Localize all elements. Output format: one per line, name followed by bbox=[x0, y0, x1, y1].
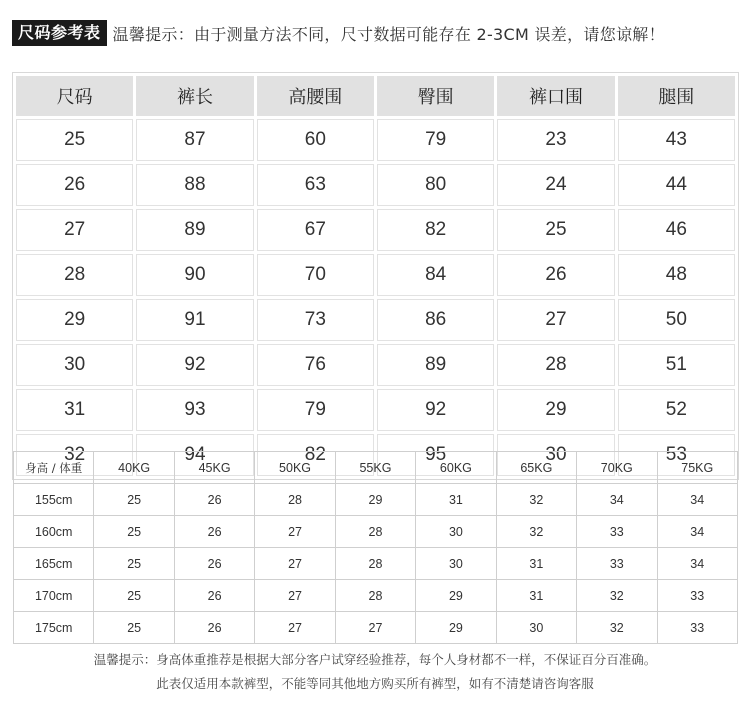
table-cell: 27 bbox=[255, 516, 335, 548]
table-cell: 25 bbox=[94, 612, 174, 644]
table-cell: 29 bbox=[416, 612, 496, 644]
table-cell: 25 bbox=[94, 548, 174, 580]
recommend-table bbox=[13, 451, 738, 644]
table-cell: 34 bbox=[657, 484, 738, 516]
weight-header: 50KG bbox=[255, 452, 335, 484]
size-chart-title: 尺码参考表 bbox=[12, 20, 107, 46]
table-cell: 52 bbox=[618, 389, 735, 431]
table-row bbox=[14, 516, 738, 548]
table-cell: 34 bbox=[657, 516, 738, 548]
weight-header: 40KG bbox=[94, 452, 174, 484]
table-cell: 32 bbox=[577, 612, 657, 644]
table-cell: 26 bbox=[174, 516, 254, 548]
table-cell: 88 bbox=[136, 164, 253, 206]
weight-header: 45KG bbox=[174, 452, 254, 484]
table-cell: 27 bbox=[255, 612, 335, 644]
footer-note-2: 此表仅适用本款裤型，不能等同其他地方购买所有裤型，如有不清楚请咨询客服 bbox=[156, 676, 594, 691]
table-cell: 25 bbox=[94, 516, 174, 548]
column-header: 腿围 bbox=[618, 76, 735, 116]
header bbox=[12, 20, 665, 46]
table-cell: 30 bbox=[16, 344, 133, 386]
table-cell: 91 bbox=[136, 299, 253, 341]
table-row bbox=[14, 484, 738, 516]
height-cell: 155cm bbox=[14, 484, 94, 516]
table-cell: 84 bbox=[377, 254, 494, 296]
table-cell: 51 bbox=[618, 344, 735, 386]
column-header: 高腰围 bbox=[257, 76, 374, 116]
table-cell: 92 bbox=[136, 344, 253, 386]
weight-header: 65KG bbox=[496, 452, 576, 484]
table-cell: 29 bbox=[416, 580, 496, 612]
table-cell: 30 bbox=[416, 516, 496, 548]
weight-header: 55KG bbox=[335, 452, 415, 484]
table-cell: 94 bbox=[136, 434, 253, 476]
table-cell: 90 bbox=[136, 254, 253, 296]
table-cell: 44 bbox=[618, 164, 735, 206]
table-cell: 46 bbox=[618, 209, 735, 251]
height-cell: 165cm bbox=[14, 548, 94, 580]
table-row bbox=[16, 344, 735, 386]
table-cell: 26 bbox=[174, 548, 254, 580]
measurement-note: 温馨提示：由于测量方法不同，尺寸数据可能存在 2-3CM 误差，请您谅解！ bbox=[112, 24, 665, 44]
table-cell: 93 bbox=[136, 389, 253, 431]
height-cell: 170cm bbox=[14, 580, 94, 612]
table-cell: 67 bbox=[257, 209, 374, 251]
table-cell: 50 bbox=[618, 299, 735, 341]
table-row bbox=[16, 389, 735, 431]
table-cell: 80 bbox=[377, 164, 494, 206]
table-cell: 28 bbox=[16, 254, 133, 296]
table-cell: 86 bbox=[377, 299, 494, 341]
column-header: 裤长 bbox=[136, 76, 253, 116]
column-header: 臀围 bbox=[377, 76, 494, 116]
table-cell: 92 bbox=[377, 389, 494, 431]
table-cell: 32 bbox=[577, 580, 657, 612]
table-cell: 82 bbox=[257, 434, 374, 476]
table-row bbox=[16, 209, 735, 251]
table-cell: 27 bbox=[16, 209, 133, 251]
table-row bbox=[14, 612, 738, 644]
table-cell: 95 bbox=[377, 434, 494, 476]
table-cell: 26 bbox=[497, 254, 614, 296]
footer-note-1: 温馨提示：身高体重推荐是根据大部分客户试穿经验推荐，每个人身材都不一样，不保证百分百准确。 bbox=[93, 652, 657, 667]
size-table bbox=[13, 73, 738, 479]
table-cell: 25 bbox=[16, 119, 133, 161]
table-cell: 53 bbox=[618, 434, 735, 476]
table-cell: 31 bbox=[496, 580, 576, 612]
table-cell: 25 bbox=[94, 580, 174, 612]
table-cell: 25 bbox=[94, 484, 174, 516]
table-cell: 32 bbox=[496, 516, 576, 548]
height-cell: 175cm bbox=[14, 612, 94, 644]
table-cell: 27 bbox=[497, 299, 614, 341]
table-cell: 89 bbox=[136, 209, 253, 251]
table-cell: 79 bbox=[257, 389, 374, 431]
table-cell: 31 bbox=[416, 484, 496, 516]
table-cell: 30 bbox=[497, 434, 614, 476]
table-cell: 70 bbox=[257, 254, 374, 296]
table-cell: 26 bbox=[16, 164, 133, 206]
table-cell: 24 bbox=[497, 164, 614, 206]
table-cell: 29 bbox=[16, 299, 133, 341]
table-cell: 60 bbox=[257, 119, 374, 161]
table-cell: 63 bbox=[257, 164, 374, 206]
table-row bbox=[14, 548, 738, 580]
table-cell: 30 bbox=[496, 612, 576, 644]
table-cell: 28 bbox=[255, 484, 335, 516]
height-cell: 160cm bbox=[14, 516, 94, 548]
table-cell: 26 bbox=[174, 484, 254, 516]
table-cell: 33 bbox=[577, 548, 657, 580]
table-cell: 43 bbox=[618, 119, 735, 161]
table-cell: 89 bbox=[377, 344, 494, 386]
table-cell: 27 bbox=[255, 580, 335, 612]
table-cell: 28 bbox=[335, 516, 415, 548]
footer-notes bbox=[0, 648, 750, 696]
table-row bbox=[16, 164, 735, 206]
table-cell: 33 bbox=[657, 580, 738, 612]
table-cell: 29 bbox=[335, 484, 415, 516]
table-cell: 34 bbox=[657, 548, 738, 580]
table-cell: 34 bbox=[577, 484, 657, 516]
table-cell: 28 bbox=[497, 344, 614, 386]
weight-header: 60KG bbox=[416, 452, 496, 484]
table-row bbox=[14, 580, 738, 612]
table-row bbox=[16, 119, 735, 161]
height-weight-header: 身高 / 体重 bbox=[14, 452, 94, 484]
table-cell: 26 bbox=[174, 580, 254, 612]
table-cell: 25 bbox=[497, 209, 614, 251]
table-cell: 29 bbox=[497, 389, 614, 431]
table-cell: 48 bbox=[618, 254, 735, 296]
weight-header: 70KG bbox=[577, 452, 657, 484]
table-cell: 28 bbox=[335, 548, 415, 580]
table-cell: 26 bbox=[174, 612, 254, 644]
table-cell: 31 bbox=[496, 548, 576, 580]
table-cell: 30 bbox=[416, 548, 496, 580]
table-row bbox=[16, 254, 735, 296]
table-cell: 32 bbox=[496, 484, 576, 516]
table-cell: 73 bbox=[257, 299, 374, 341]
table-cell: 27 bbox=[335, 612, 415, 644]
size-table-container bbox=[12, 72, 739, 480]
table-cell: 33 bbox=[577, 516, 657, 548]
table-cell: 31 bbox=[16, 389, 133, 431]
weight-header: 75KG bbox=[657, 452, 738, 484]
table-cell: 33 bbox=[657, 612, 738, 644]
table-cell: 79 bbox=[377, 119, 494, 161]
table-cell: 32 bbox=[16, 434, 133, 476]
table-cell: 27 bbox=[255, 548, 335, 580]
column-header: 尺码 bbox=[16, 76, 133, 116]
table-cell: 28 bbox=[335, 580, 415, 612]
table-cell: 87 bbox=[136, 119, 253, 161]
table-cell: 82 bbox=[377, 209, 494, 251]
table-row bbox=[16, 299, 735, 341]
recommend-table-container bbox=[13, 451, 738, 644]
table-cell: 76 bbox=[257, 344, 374, 386]
column-header: 裤口围 bbox=[497, 76, 614, 116]
table-cell: 23 bbox=[497, 119, 614, 161]
